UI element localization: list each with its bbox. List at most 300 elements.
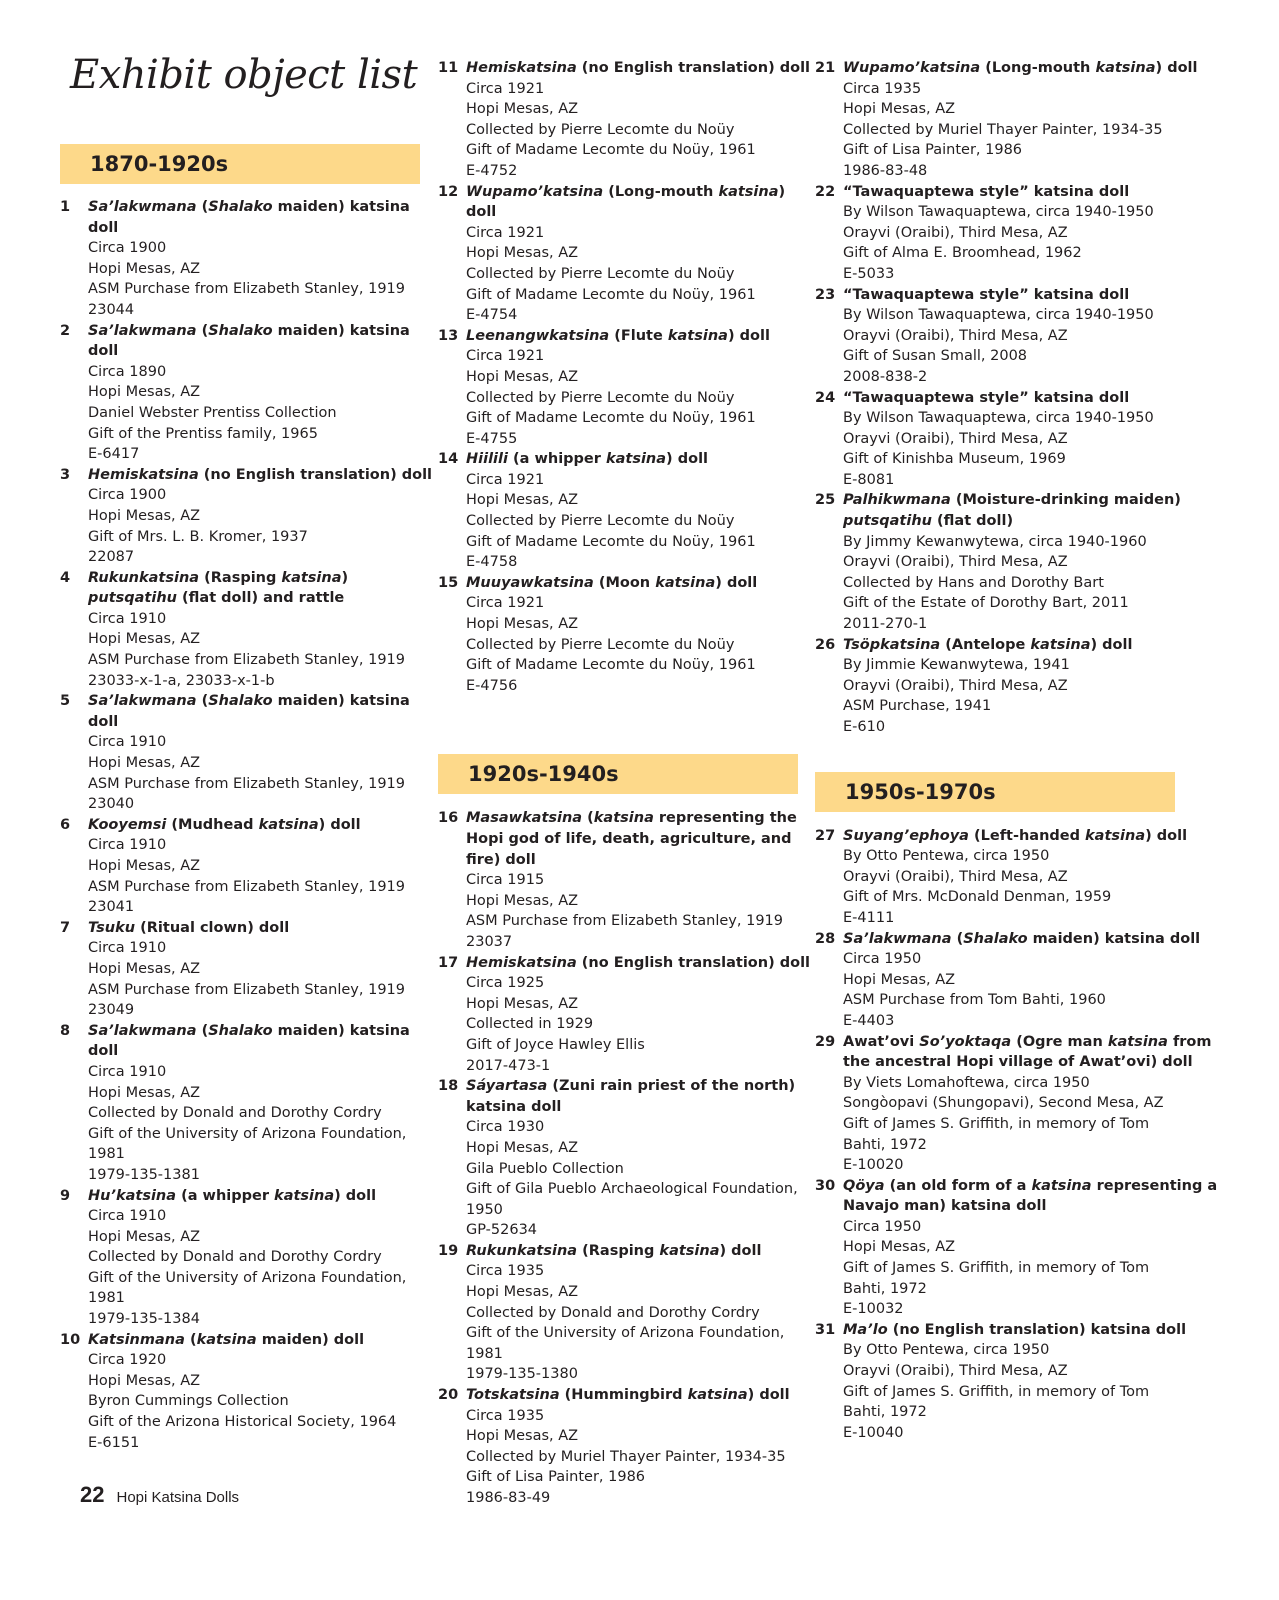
exhibit-entry <box>438 1076 816 1241</box>
entry-detail-line: 23049 <box>88 1002 135 1019</box>
entry-detail-line: Gift of Kinishba Museum, 1969 <box>843 451 1066 468</box>
entry-title <box>466 1241 816 1262</box>
entry-detail-line: Hopi Mesas, AZ <box>843 101 956 118</box>
entry-title-italic: Shalako <box>208 1022 273 1039</box>
entry-title-text: ) doll <box>719 1242 762 1259</box>
entry-title-text: (Ogre man <box>1011 1033 1108 1050</box>
entry-title-text: maiden) doll <box>256 1331 365 1348</box>
entry-title-text: (Ritual clown) doll <box>135 919 290 936</box>
entry-title-italic: Hemiskatsina <box>466 60 577 76</box>
entry-title-text: representing the Hopi god of life, death, agriculture, and fire) doll <box>466 810 797 868</box>
entry-detail-line: E-610 <box>843 719 886 735</box>
entry-detail-line: 23040 <box>88 796 135 813</box>
entry-detail-line: 1950 <box>466 1201 503 1218</box>
entry-detail-line: By Jimmy Kewanwytewa, circa 1940-1960 <box>843 533 1147 550</box>
entry-detail-line: Circa 1890 <box>88 363 167 380</box>
entry-number: 16 <box>438 810 459 827</box>
entry-detail-line: Gift of Madame Lecomte du Noüy, 1961 <box>466 533 756 550</box>
section-heading-text: 1870-1920s <box>90 152 229 176</box>
entry-detail-line: Hopi Mesas, AZ <box>466 101 579 118</box>
entry-detail-line: E-10040 <box>843 1424 904 1441</box>
entry-title <box>88 321 436 362</box>
entry-detail-line: Hopi Mesas, AZ <box>466 1139 579 1156</box>
entry-detail-line: Gift of the Estate of Dorothy Bart, 2011 <box>843 595 1129 612</box>
entry-body <box>88 815 436 918</box>
entry-title-italic: Hu’katsina <box>88 1187 177 1204</box>
entry-detail-line: 1981 <box>88 1290 125 1307</box>
entry-title-italic: Tsöpkatsina <box>843 636 941 653</box>
entry-detail-line: 2008-838-2 <box>843 368 928 385</box>
exhibit-entry <box>438 182 816 326</box>
entry-title-italic: Qöya <box>843 1177 885 1194</box>
entry-detail-line: Gift of the University of Arizona Foundation, <box>466 1325 785 1342</box>
entry-detail-line: Hopi Mesas, AZ <box>466 492 579 509</box>
entry-body <box>843 388 1235 491</box>
entry-title <box>843 635 1235 656</box>
entry-detail-line: By Otto Pentewa, circa 1950 <box>843 848 1050 865</box>
entry-number: 31 <box>815 1321 836 1338</box>
entry-title <box>466 1076 816 1117</box>
section-heading-text: 1920s-1940s <box>468 762 619 787</box>
entry-body <box>88 197 436 321</box>
entry-detail-line: By Otto Pentewa, circa 1950 <box>843 1342 1050 1359</box>
entry-detail-line: Orayvi (Oraibi), Third Mesa, AZ <box>843 868 1068 885</box>
exhibit-entry <box>438 326 816 450</box>
exhibit-entry <box>815 1320 1235 1444</box>
entry-detail-line: E-4403 <box>843 1012 895 1029</box>
entry-detail-line: E-10020 <box>843 1157 904 1174</box>
entry-detail-line: Collected in 1929 <box>466 1016 594 1033</box>
entry-title-text: “Tawaquaptewa style” katsina doll <box>843 286 1130 303</box>
entry-detail-line: ASM Purchase from Elizabeth Stanley, 1919 <box>466 913 783 930</box>
entry-title <box>88 1330 436 1351</box>
entry-detail-line: E-6151 <box>88 1434 140 1451</box>
entry-title-italic: katsina <box>659 1242 720 1259</box>
entry-detail-line: Circa 1925 <box>466 975 545 992</box>
column-1 <box>60 144 436 1453</box>
entry-title-italic: katsina <box>1031 1177 1092 1194</box>
entry-title-text: maiden) katsina doll <box>88 199 410 236</box>
exhibit-entry <box>60 1330 436 1454</box>
entry-detail-line: Circa 1910 <box>88 1208 167 1225</box>
entry-detail-line: 23037 <box>466 933 513 950</box>
entry-number: 30 <box>815 1177 836 1194</box>
entry-detail-line: Gift of the University of Arizona Foundation, <box>88 1125 407 1142</box>
entry-title <box>466 326 816 347</box>
exhibit-entry <box>60 918 436 1021</box>
entry-title-italic: putsqatihu <box>843 513 932 530</box>
entry-detail-line: Collected by Pierre Lecomte du Noüy <box>466 121 735 138</box>
entry-title-italic: Rukunkatsina <box>466 1242 578 1259</box>
entry-detail-line: 1979-135-1384 <box>88 1311 200 1328</box>
exhibit-entry <box>815 490 1235 634</box>
entry-title-italic: Katsinmana <box>88 1331 185 1348</box>
entry-detail-line: Gift of the Arizona Historical Society, 1964 <box>88 1414 397 1431</box>
entry-title <box>88 1021 436 1062</box>
entry-detail-line: E-4758 <box>466 554 518 571</box>
entry-number: 27 <box>815 827 836 844</box>
entry-detail-line: Gift of Madame Lecomte du Noüy, 1961 <box>466 410 756 427</box>
entry-body <box>466 182 816 326</box>
page-footer <box>80 1482 239 1508</box>
entry-title-italic: katsina <box>667 327 728 344</box>
entry-body <box>843 826 1235 929</box>
entry-detail-line: Hopi Mesas, AZ <box>466 995 579 1012</box>
entry-detail-line: Hopi Mesas, AZ <box>466 892 579 909</box>
entry-body <box>843 490 1235 634</box>
entry-body <box>843 285 1235 388</box>
entry-title-italic: katsina <box>274 1187 335 1204</box>
entry-detail-line: E-4756 <box>466 677 518 694</box>
entry-title-text: maiden) katsina doll <box>88 1022 410 1060</box>
entry-number: 12 <box>438 183 459 200</box>
entry-title-text: representing a Navajo man) katsina doll <box>843 1177 1218 1215</box>
entry-title-italic: katsina <box>655 574 716 591</box>
entry-title <box>843 929 1235 950</box>
entry-title-italic: Tsuku <box>88 919 136 936</box>
entry-detail-line: Gift of Joyce Hawley Ellis <box>466 1036 645 1053</box>
entry-body <box>466 953 816 1077</box>
entry-number: 29 <box>815 1033 836 1050</box>
entry-detail-line: E-5033 <box>843 265 895 282</box>
entry-title-italic: Wupamo’katsina <box>843 60 981 76</box>
entry-number: 19 <box>438 1242 459 1259</box>
section-header <box>438 754 798 794</box>
entry-title-text: maiden) katsina doll <box>1027 930 1201 947</box>
exhibit-entry <box>815 1032 1235 1176</box>
entry-body <box>466 1076 816 1241</box>
entry-title <box>466 58 816 79</box>
entry-number: 24 <box>815 389 836 406</box>
entry-detail-line: E-4754 <box>466 307 518 324</box>
entry-detail-line: Circa 1900 <box>88 240 167 257</box>
entry-title-italic: Sa’lakwmana <box>843 930 952 947</box>
entry-title <box>466 573 816 594</box>
entry-title-italic: putsqatihu <box>88 590 177 607</box>
entry-detail-line: Orayvi (Oraibi), Third Mesa, AZ <box>843 430 1068 447</box>
entry-title <box>843 1320 1235 1341</box>
entry-detail-line: Gift of Madame Lecomte du Noüy, 1961 <box>466 286 756 303</box>
entry-title-text: ) doll <box>666 451 709 468</box>
entry-detail-line: 22087 <box>88 549 135 566</box>
exhibit-entry <box>815 826 1235 929</box>
entry-body <box>88 691 436 815</box>
entry-title-text: ( <box>196 199 209 215</box>
entry-detail-line: Gift of Madame Lecomte du Noüy, 1961 <box>466 142 756 159</box>
entry-number: 28 <box>815 930 836 947</box>
entry-title <box>88 815 436 836</box>
entry-detail-line: 1979-135-1381 <box>88 1166 200 1183</box>
entry-detail-line: Hopi Mesas, AZ <box>88 858 201 874</box>
entry-number: 5 <box>60 693 71 710</box>
entry-detail-line: Hopi Mesas, AZ <box>466 616 579 633</box>
entry-detail-line: Gift of the University of Arizona Foundation, <box>88 1269 407 1286</box>
entry-title-text: (Flute <box>609 327 668 344</box>
entry-number: 3 <box>60 466 71 483</box>
entry-body <box>843 1032 1235 1176</box>
entry-detail-line: ASM Purchase from Elizabeth Stanley, 1919 <box>88 981 405 998</box>
entry-title-text: ) doll <box>1155 60 1198 76</box>
entry-title <box>843 285 1235 306</box>
entry-detail-line: Circa 1921 <box>466 595 545 612</box>
entry-number: 2 <box>60 322 71 339</box>
entry-title-italic: katsina <box>1107 1033 1168 1050</box>
exhibit-entry <box>815 388 1235 491</box>
exhibit-entry <box>815 182 1235 285</box>
exhibit-entry <box>815 635 1235 738</box>
entry-body <box>88 918 436 1021</box>
entry-title-text: ) doll <box>727 327 770 344</box>
entry-title <box>843 58 1235 79</box>
entry-number: 7 <box>60 919 71 936</box>
exhibit-entry <box>438 1241 816 1385</box>
entry-title-italic: katsina <box>593 810 654 827</box>
exhibit-entry <box>60 321 436 465</box>
entry-title <box>88 918 436 939</box>
entry-detail-line: Hopi Mesas, AZ <box>843 1239 956 1256</box>
entry-detail-line: Gift of Alma E. Broomhead, 1962 <box>843 245 1082 262</box>
entry-detail-line: ASM Purchase from Tom Bahti, 1960 <box>843 992 1106 1009</box>
entry-number: 1 <box>60 199 71 215</box>
entry-detail-line: Circa 1921 <box>466 348 545 365</box>
entry-detail-line: Hopi Mesas, AZ <box>843 971 956 988</box>
entry-title-text: (flat doll) and rattle <box>176 590 345 607</box>
entry-title-text: (Rasping <box>199 569 282 586</box>
entry-detail-line: 2017-473-1 <box>466 1057 551 1074</box>
entry-title-italic: Wupamo’katsina <box>466 183 604 200</box>
entry-detail-line: By Jimmie Kewanwytewa, 1941 <box>843 657 1070 674</box>
entry-title-text: ( <box>196 322 209 339</box>
exhibit-entry <box>60 1186 436 1330</box>
entry-title-text: ) <box>341 569 349 586</box>
entry-detail-line: Circa 1921 <box>466 224 545 241</box>
entry-detail-line: Gift of Gila Pueblo Archaeological Foundation, <box>466 1181 798 1198</box>
entry-detail-line: Collected by Hans and Dorothy Bart <box>843 574 1104 591</box>
entry-title-text: from the ancestral Hopi village of Awat’ovi) doll <box>843 1033 1212 1071</box>
entry-detail-line: Gift of the Prentiss family, 1965 <box>88 425 318 442</box>
entry-body <box>843 929 1235 1032</box>
entry-body <box>843 182 1235 285</box>
entry-detail-line: Hopi Mesas, AZ <box>88 960 201 977</box>
section-header <box>60 144 420 184</box>
entry-detail-line: Circa 1921 <box>466 80 545 97</box>
entry-title-text: (Left-handed <box>968 827 1086 844</box>
entry-detail-line: Orayvi (Oraibi), Third Mesa, AZ <box>843 327 1068 344</box>
section-header <box>815 772 1175 812</box>
entry-detail-line: Hopi Mesas, AZ <box>466 1284 579 1301</box>
entry-body <box>466 808 816 952</box>
entry-title-text: (Hummingbird <box>559 1387 688 1404</box>
entry-body <box>843 1320 1235 1444</box>
entry-detail-line: Circa 1910 <box>88 940 167 957</box>
entry-detail-line: Collected by Pierre Lecomte du Noüy <box>466 513 735 530</box>
entry-title-italic: Masawkatsina <box>466 810 583 827</box>
entry-detail-line: ASM Purchase from Elizabeth Stanley, 1919 <box>88 281 405 298</box>
entry-number: 8 <box>60 1022 71 1039</box>
entry-title-text: ) doll <box>715 574 758 591</box>
entry-body <box>88 568 436 692</box>
entry-number: 23 <box>815 286 836 303</box>
entry-title-text: ( <box>951 930 964 947</box>
entry-title <box>843 826 1235 847</box>
exhibit-entry <box>438 449 816 573</box>
entry-title-italic: katsina <box>1085 827 1146 844</box>
entry-title-italic: Hemiskatsina <box>88 466 199 483</box>
exhibit-entry <box>815 929 1235 1032</box>
entry-detail-line: Orayvi (Oraibi), Third Mesa, AZ <box>843 1363 1068 1380</box>
entry-title-italic: katsina <box>1030 636 1091 653</box>
entry-detail-line: Collected by Pierre Lecomte du Noüy <box>466 636 735 653</box>
entry-detail-line: Orayvi (Oraibi), Third Mesa, AZ <box>843 677 1068 694</box>
entry-body <box>466 1241 816 1385</box>
entry-detail-line: Songòopavi (Shungopavi), Second Mesa, AZ <box>843 1095 1164 1112</box>
entry-detail-line: ASM Purchase from Elizabeth Stanley, 1919 <box>88 878 405 895</box>
entry-detail-line: Collected by Donald and Dorothy Cordry <box>466 1304 760 1321</box>
entry-body <box>88 1186 436 1330</box>
entry-detail-line: Gift of Lisa Painter, 1986 <box>466 1469 646 1486</box>
entry-detail-line: Hopi Mesas, AZ <box>466 1428 579 1445</box>
entry-detail-line: E-4752 <box>466 162 518 179</box>
entry-detail-line: By Wilson Tawaquaptewa, circa 1940-1950 <box>843 204 1154 221</box>
entry-title-text: ( <box>582 810 594 827</box>
entry-detail-line: Circa 1921 <box>466 471 545 488</box>
entry-detail-line: By Viets Lomahoftewa, circa 1950 <box>843 1074 1090 1091</box>
entry-title-italic: Rukunkatsina <box>88 569 200 586</box>
entry-detail-line: Collected by Pierre Lecomte du Noüy <box>466 389 735 406</box>
entry-number: 25 <box>815 492 836 509</box>
entry-title-italic: Hiilili <box>466 451 508 468</box>
entry-title <box>843 1176 1235 1217</box>
exhibit-entry <box>438 953 816 1077</box>
entry-detail-line: Gift of James S. Griffith, in memory of Tom <box>843 1115 1150 1132</box>
entry-number: 15 <box>438 574 459 591</box>
exhibit-entry <box>438 808 816 952</box>
entry-detail-line: E-4111 <box>843 909 895 926</box>
entry-number: 20 <box>438 1387 459 1404</box>
entry-title-text: maiden) katsina doll <box>88 693 410 730</box>
entry-title-italic: Shalako <box>208 322 273 339</box>
entry-title <box>466 449 816 470</box>
entry-title-italic: Hemiskatsina <box>466 954 577 971</box>
section-heading-text: 1950s-1970s <box>845 779 996 804</box>
entry-body <box>466 58 816 182</box>
entry-detail-line: Gift of Susan Small, 2008 <box>843 348 1028 365</box>
exhibit-entry <box>815 58 1235 182</box>
entry-title-italic: Sa’lakwmana <box>88 322 197 339</box>
entry-number: 10 <box>60 1331 81 1348</box>
entry-detail-line: Hopi Mesas, AZ <box>88 1084 201 1101</box>
entry-detail-line: By Wilson Tawaquaptewa, circa 1940-1950 <box>843 410 1154 427</box>
entry-detail-line: 23041 <box>88 899 135 916</box>
exhibit-entry <box>60 691 436 815</box>
entry-title-text: (Long-mouth <box>980 60 1096 76</box>
entry-detail-line: Circa 1900 <box>88 487 167 504</box>
entry-title-text: (no English translation) doll <box>576 954 811 971</box>
entry-detail-line: Bahti, 1972 <box>843 1280 927 1297</box>
entry-title-italic: Sa’lakwmana <box>88 199 197 215</box>
entry-title <box>466 808 816 870</box>
entry-title <box>843 1032 1235 1073</box>
entry-body <box>88 465 436 568</box>
entry-detail-line: Hopi Mesas, AZ <box>88 507 201 524</box>
entry-number: 14 <box>438 451 459 468</box>
entry-title-text: ) doll <box>1090 636 1133 653</box>
exhibit-entry <box>438 573 816 697</box>
entry-body <box>466 449 816 573</box>
entry-detail-line: Byron Cummings Collection <box>88 1393 289 1410</box>
entry-body <box>88 1330 436 1454</box>
entry-detail-line: Circa 1910 <box>88 837 167 854</box>
entry-body <box>466 326 816 450</box>
entry-title-text: (flat doll) <box>931 513 1014 530</box>
entry-detail-line: 1986-83-48 <box>843 162 928 179</box>
entry-title-text: ) doll <box>1145 827 1188 844</box>
entry-detail-line: Gift of Lisa Painter, 1986 <box>843 142 1023 159</box>
entry-title-text: ( <box>196 1022 209 1039</box>
entry-detail-line: E-4755 <box>466 430 518 447</box>
entry-body <box>88 1021 436 1186</box>
entry-detail-line: ASM Purchase, 1941 <box>843 698 992 715</box>
exhibit-entry <box>60 568 436 692</box>
entry-detail-line: Circa 1935 <box>466 1407 545 1424</box>
entry-title <box>843 388 1235 409</box>
entry-detail-line: Circa 1950 <box>843 951 922 968</box>
entry-title-text: maiden) katsina doll <box>88 322 410 360</box>
entry-title-italic: katsina <box>1095 60 1156 76</box>
entry-title-italic: Leenangwkatsina <box>466 327 610 344</box>
entry-title-italic: Sáyartasa <box>466 1078 548 1095</box>
entry-title-text: (an old form of a <box>884 1177 1032 1194</box>
exhibit-entry <box>815 285 1235 388</box>
entry-title-text: (a whipper <box>507 451 606 468</box>
entry-title-italic: Shalako <box>963 930 1028 947</box>
entry-detail-line: 23033-x-1-a, 23033-x-1-b <box>88 672 275 689</box>
entry-title-italic: Palhikwmana <box>843 492 951 509</box>
entry-detail-line: Circa 1920 <box>88 1352 167 1369</box>
entry-detail-line: Orayvi (Oraibi), Third Mesa, AZ <box>843 224 1068 241</box>
entry-detail-line: Gift of James S. Griffith, in memory of Tom <box>843 1383 1150 1400</box>
entry-body <box>843 58 1235 182</box>
entry-number: 22 <box>815 183 836 200</box>
entry-number: 6 <box>60 816 71 833</box>
entry-title-text: (Mudhead <box>166 816 259 833</box>
entry-detail-line: Collected by Muriel Thayer Painter, 1934-35 <box>843 121 1163 138</box>
entry-title-italic: katsina <box>196 1331 257 1348</box>
entry-number: 26 <box>815 636 836 653</box>
entry-detail-line: Orayvi (Oraibi), Third Mesa, AZ <box>843 554 1068 571</box>
entry-detail-line: Gift of Mrs. McDonald Denman, 1959 <box>843 889 1112 906</box>
entry-detail-line: 1979-135-1380 <box>466 1366 578 1383</box>
entry-detail-line: Hopi Mesas, AZ <box>88 631 201 648</box>
entry-detail-line: 1986-83-49 <box>466 1490 551 1506</box>
entry-title <box>88 1186 436 1207</box>
entry-title-italic: katsina <box>605 451 667 468</box>
entry-title <box>88 197 436 238</box>
entry-title-text: Awat’ovi <box>843 1033 920 1050</box>
entry-detail-line: Circa 1910 <box>88 1063 167 1080</box>
entry-detail-line: Collected by Pierre Lecomte du Noüy <box>466 265 735 282</box>
entry-detail-line: Hopi Mesas, AZ <box>88 1228 201 1245</box>
entry-title-text: ) doll <box>747 1387 790 1404</box>
entry-number: 17 <box>438 954 459 971</box>
entry-title-text: ) doll <box>318 816 361 833</box>
entry-title-italic: katsina <box>687 1387 748 1404</box>
entry-title-italic: Suyang’ephoya <box>843 827 969 844</box>
entry-title-text: ( <box>196 693 209 710</box>
entry-title <box>466 1385 816 1406</box>
entry-title-text: (Zuni rain priest of the north) katsina doll <box>466 1078 796 1115</box>
entry-title-italic: Shalako <box>208 199 273 215</box>
